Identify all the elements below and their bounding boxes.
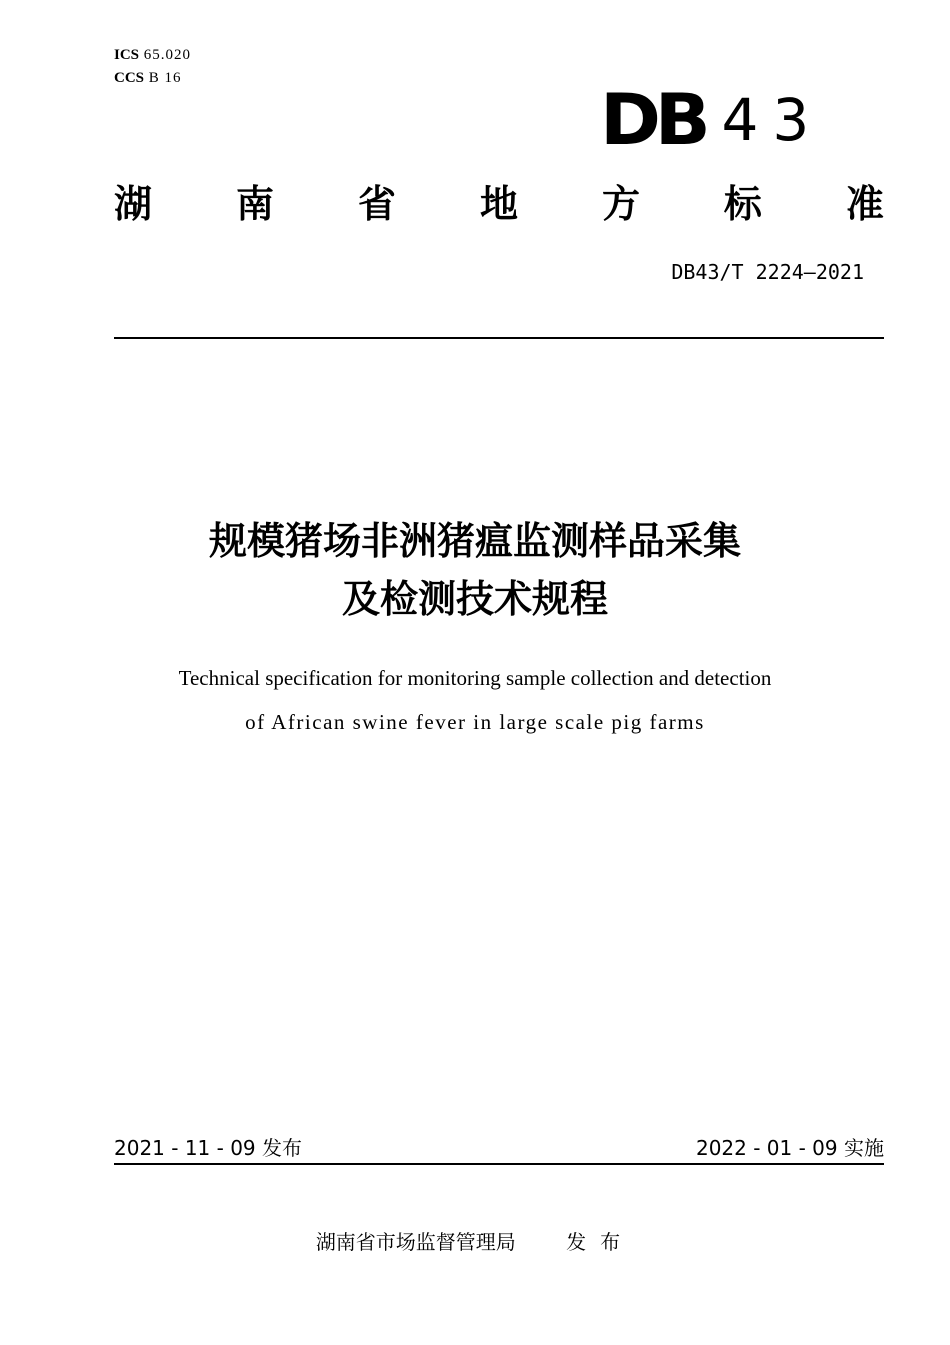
chinese-title (0, 512, 950, 628)
standard-type-char: 地 (479, 182, 518, 226)
standard-type-char: 省 (357, 182, 396, 226)
issuer-action: 发布 (566, 1230, 635, 1254)
issuer-line (0, 1226, 950, 1255)
ics-value: 65.020 (143, 47, 192, 63)
issuer-name: 湖南省市场监督管理局 (315, 1230, 516, 1254)
standard-type-title (114, 178, 884, 230)
db-logo-number: 43 (721, 86, 824, 154)
db-logo-letters: DB (600, 79, 705, 161)
ccs-line (114, 67, 191, 90)
english-title (0, 656, 950, 744)
ccs-value: B 16 (148, 70, 182, 86)
bottom-divider (114, 1163, 884, 1165)
implementation-date: 2022 - 01 - 09 实施 (695, 1136, 884, 1160)
classification-codes (114, 44, 191, 90)
standard-type-char: 湖 (114, 182, 153, 226)
standard-type-char: 南 (235, 182, 274, 226)
english-title-line-1: Technical specification for monitoring sample collection and detection (178, 666, 772, 690)
top-divider (114, 337, 884, 339)
standard-type-char: 标 (723, 182, 762, 226)
ccs-label: CCS (114, 70, 145, 86)
issue-date: 2021 - 11 - 09 发布 (114, 1136, 303, 1160)
standard-type-char: 准 (845, 182, 884, 226)
db-logo (600, 79, 824, 161)
standard-type-char: 方 (601, 182, 640, 226)
english-title-line-2: of African swine fever in large scale pig farms (245, 710, 705, 734)
chinese-title-line-1: 规模猪场非洲猪瘟监测样品采集 (208, 519, 741, 563)
ics-line (114, 44, 191, 67)
chinese-title-line-2: 及检测技术规程 (341, 577, 608, 621)
standard-code: DB43/T 2224—2021 (671, 260, 864, 284)
ics-label: ICS (114, 47, 140, 63)
